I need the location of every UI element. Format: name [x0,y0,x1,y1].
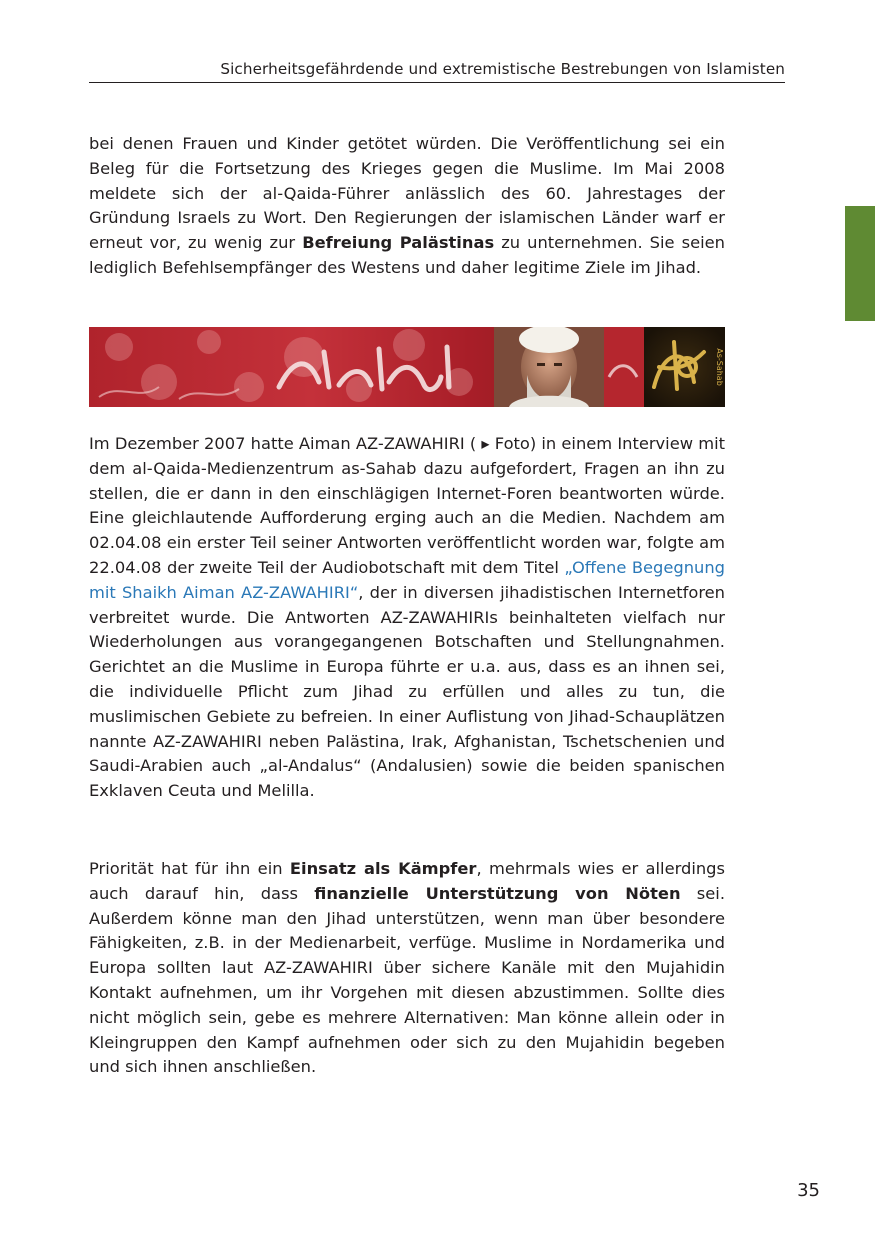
paragraph-2 [89,432,725,804]
running-title: Sicherheitsgefährdende und extremistische Bestrebungen von Islamisten [220,60,785,78]
paragraph-1-text-a: bei denen Frauen und Kinder getötet würden. Die Veröffentlichung sei ein Beleg für die Fortsetzung des Krieges gegen die Muslime. Im Mai 2008 meldete sich der al-Qaida-Führer anlässlich des 60. Jahrestages der Gründung Israels zu Wort. Den Regierungen der islamischen Länder warf er erneut vor, zu wenig zur [89,134,725,253]
paragraph-1-text-b: zu unternehmen. Sie seien lediglich Befehlsempfänger des Westens und daher legitime Ziele im Jihad. [89,233,725,277]
arrow-right-icon: ▸ [481,434,490,453]
running-header [89,56,785,83]
paragraph-3-text-a: Priorität hat für ihn ein [89,859,290,878]
paragraph-3-text-c: sei. Außerdem könne man den Jihad unterstützen, wenn man über besondere Fähigkeiten, z.B. in der Medienarbeit, verfüge. Muslime in Nordamerika und Europa sollten laut AZ-ZAWAHIRI über sichere Kanäle mit den Mujahidin Kontakt aufnehmen, um ihr Vorgehen mit diesen abzustimmen. Sollte dies nicht möglich sein, gebe es mehrere Alternativen: Man könne allein oder in Kleingruppen den Kampf aufnehmen oder sich zu den Mujahidin begeben und sich ihnen anschließen. [89,883,726,1077]
portrait-illustration [494,327,604,407]
paragraph-3-text-b: , mehrmals wies er allerdings auch darauf hin, dass [89,859,725,903]
audio-title-link[interactable]: „Offene Begegnung mit Shaikh Aiman AZ-ZAWAHIRI“ [89,557,725,602]
paragraph-1-bold-befreiung: Befreiung Palästinas [302,233,495,253]
paragraph-3-bold-einsatz: Einsatz als Kämpfer [289,859,477,878]
paragraph-1 [89,132,725,281]
banner-image [89,327,725,407]
paragraph-3-bold-finanzielle: finanzielle Unterstützung von Nöten [314,883,681,903]
banner-graphic [89,327,725,407]
chapter-tab-marker [845,206,875,321]
paragraph-2-text-a: Im Dezember 2007 hatte Aiman AZ-ZAWAHIRI ( [89,434,477,453]
paragraph-2-text-b: Foto) in einem Interview mit dem al-Qaida-Medienzentrum as-Sahab dazu aufgefordert, Fragen an ihn zu stellen, die er dann in den einschlägigen Internet-Foren beantworten würde. Eine gleichlautende Aufforderung erging auch an die Medien. Nachdem am 02.04.08 ein erster Teil seiner Antworten veröffentlicht worden war, folgte am 22.04.08 der zweite Teil der Audiobotschaft mit dem Titel [89,434,725,577]
paragraph-2-text-c: , der in diversen jihadistischen Internetforen verbreitet wurde. Die Antworten AZ-ZAWAHIRIs beinhalteten vielfach nur Wiederholungen aus vorangegangenen Botschaften und Stellungnahmen. Gerichtet an die Muslime in Europa führte er u.a. aus, dass es an ihnen sei, die individuelle Pflicht zum Jihad zu erfüllen und alles zu tun, die muslimischen Gebiete zu befreien. In einer Auflistung von Jihad-Schauplätzen nannte AZ-ZAWAHIRI neben Palästina, Irak, Afghanistan, Tschetschenien und Saudi-Arabien auch „al-Andalus“ (Andalusien) sowie die beiden spanischen Exklaven Ceuta und Melilla. [89,582,726,801]
paragraph-3 [89,857,725,1080]
banner-watermark: As-Sahab [715,348,724,386]
page-number: 35 [797,1180,820,1201]
